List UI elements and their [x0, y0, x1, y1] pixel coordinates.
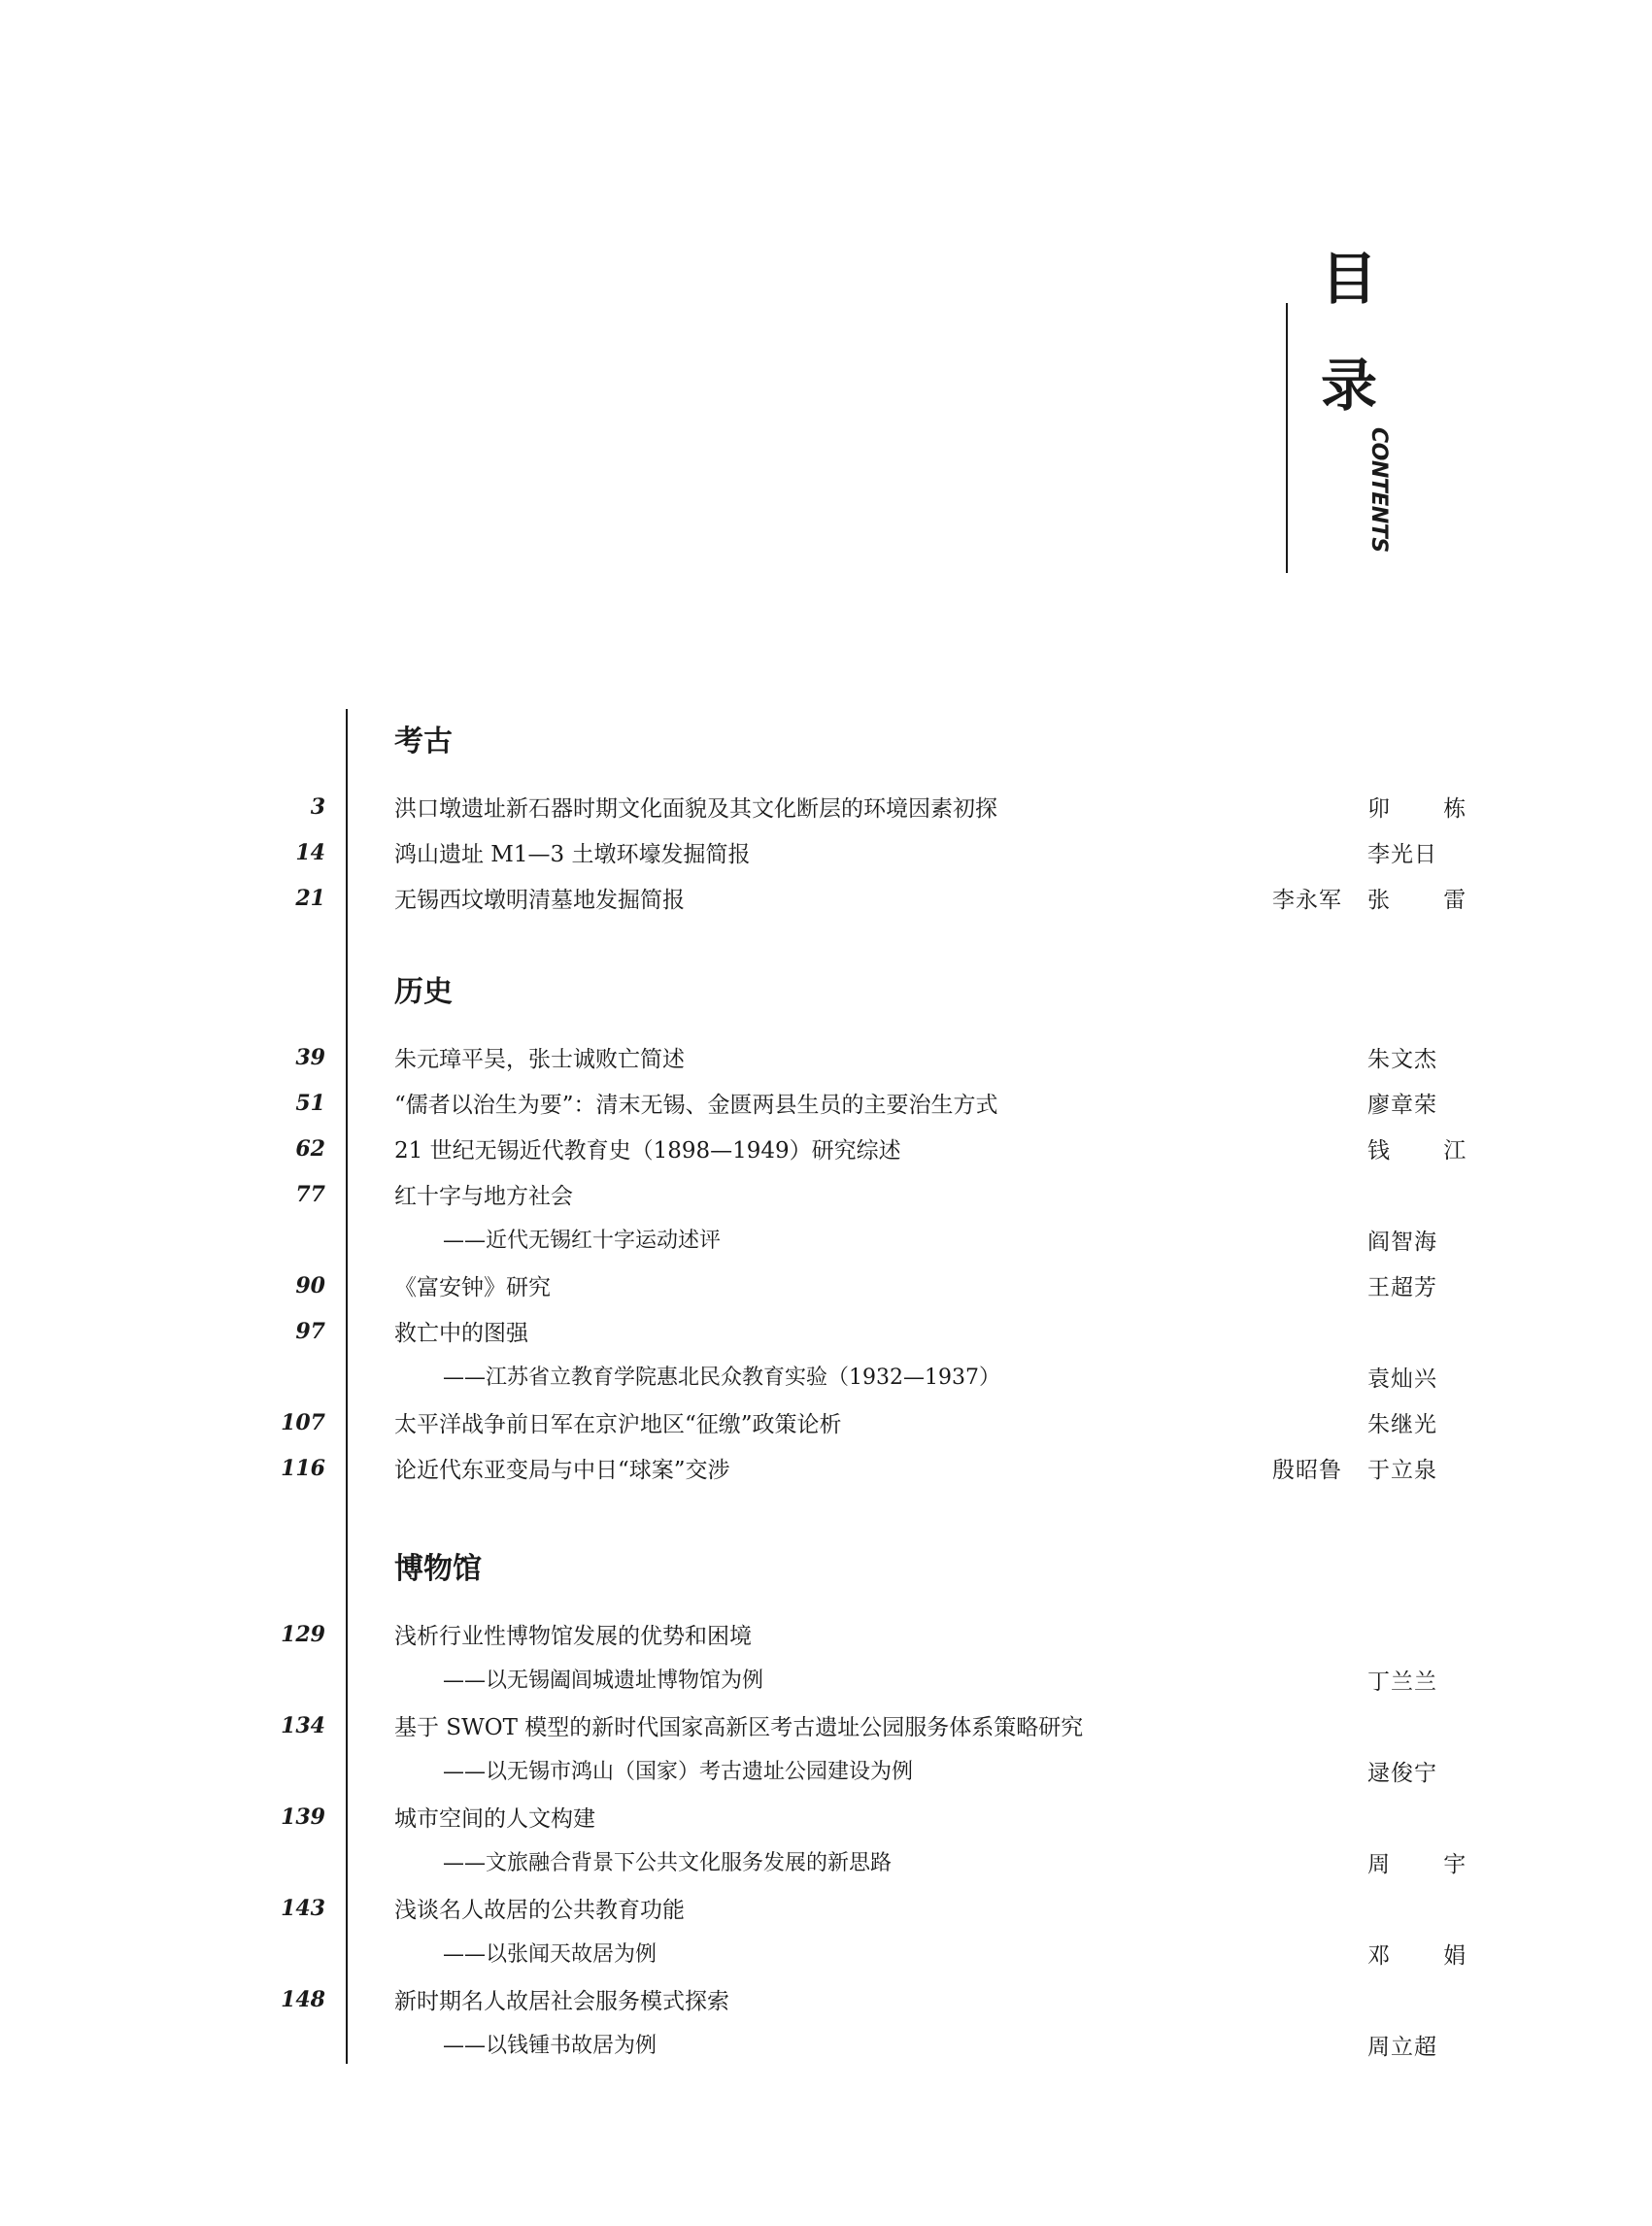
- page-number: 51: [295, 1091, 325, 1116]
- toc-entry[interactable]: [0, 787, 1652, 826]
- page-number: 148: [281, 1987, 325, 2012]
- toc-entry-subtitle-row: [0, 1751, 1652, 1790]
- entry-author: 廖章荣: [1367, 1093, 1437, 1118]
- entry-title: 21 世纪无锡近代教育史（1898—1949）研究综述: [394, 1138, 901, 1164]
- page-number: 97: [295, 1319, 325, 1344]
- entry-author: 丁兰兰: [1367, 1670, 1437, 1695]
- toc-entry[interactable]: [0, 1448, 1652, 1487]
- contents-heading: [1272, 243, 1399, 573]
- entry-title: 红十字与地方社会: [394, 1184, 573, 1209]
- page-number: 77: [295, 1182, 325, 1207]
- page-number: 134: [281, 1713, 325, 1738]
- toc-entry[interactable]: [0, 1614, 1652, 1653]
- entry-title: 救亡中的图强: [394, 1321, 528, 1346]
- page-number: 39: [295, 1045, 325, 1070]
- heading-rule: [1286, 303, 1288, 573]
- entry-title: 基于 SWOT 模型的新时代国家高新区考古遗址公园服务体系策略研究: [394, 1715, 1084, 1740]
- toc-entry-subtitle-row: [0, 1220, 1652, 1259]
- entry-subtitle: ——以无锡阖闾城遗址博物馆为例: [443, 1669, 764, 1693]
- page-number: 139: [281, 1804, 325, 1830]
- entry-author: 朱继光: [1367, 1412, 1437, 1437]
- entry-subtitle: ——以钱锺书故居为例: [443, 2034, 657, 2058]
- entry-title: 《富安钟》研究: [394, 1275, 551, 1300]
- entry-title: 无锡西坟墩明清墓地发掘简报: [394, 888, 685, 913]
- entry-title: 浅析行业性博物馆发展的优势和困境: [394, 1624, 752, 1649]
- entry-title: 太平洋战争前日军在京沪地区“征缴”政策论析: [394, 1412, 842, 1437]
- entry-title: 洪口墩遗址新石器时期文化面貌及其文化断层的环境因素初探: [394, 796, 997, 822]
- toc-entry[interactable]: [0, 1265, 1652, 1304]
- entry-title: 鸿山遗址 M1—3 土墩环壕发掘简报: [394, 842, 751, 867]
- page-number: 21: [295, 886, 325, 911]
- entry-title: 新时期名人故居社会服务模式探索: [394, 1989, 729, 2014]
- heading-char-2: 录: [1321, 353, 1378, 419]
- toc-entry[interactable]: [0, 1174, 1652, 1213]
- entry-subtitle: ——文旅融合背景下公共文化服务发展的新思路: [443, 1851, 893, 1875]
- toc-entry-subtitle-row: [0, 1842, 1652, 1881]
- page-number: 90: [295, 1273, 325, 1298]
- entry-author: 周立超: [1367, 2035, 1437, 2060]
- entry-author: 于立泉: [1367, 1458, 1437, 1483]
- page-number: 14: [295, 840, 325, 865]
- toc-entry[interactable]: [0, 1402, 1652, 1441]
- entry-subtitle: ——以张闻天故居为例: [443, 1942, 657, 1967]
- toc-entry-subtitle-row: [0, 1934, 1652, 1973]
- section-title: 历史: [394, 975, 453, 1009]
- toc-entry-subtitle-row: [0, 1660, 1652, 1699]
- entry-author: 王超芳: [1367, 1275, 1437, 1300]
- entry-author: 卯 栋: [1367, 796, 1490, 822]
- page-number: 107: [281, 1410, 325, 1435]
- toc-entry[interactable]: [0, 1037, 1652, 1076]
- toc-entry[interactable]: [0, 1705, 1652, 1744]
- entry-author: 钱 江: [1367, 1138, 1490, 1164]
- toc-entry[interactable]: [0, 1311, 1652, 1350]
- toc-entry-subtitle-row: [0, 2025, 1652, 2064]
- toc-entry[interactable]: [0, 1129, 1652, 1167]
- entry-title: 论近代东亚变局与中日“球案”交涉: [394, 1458, 730, 1483]
- toc-entry-subtitle-row: [0, 1357, 1652, 1396]
- toc-entry[interactable]: [0, 1083, 1652, 1122]
- toc-entry[interactable]: [0, 1979, 1652, 2018]
- entry-author: 逯俊宁: [1367, 1761, 1437, 1786]
- entry-author: 朱文杰: [1367, 1047, 1437, 1072]
- entry-subtitle: ——以无锡市鸿山（国家）考古遗址公园建设为例: [443, 1760, 914, 1784]
- entry-coauthor: 殷昭鲁: [1272, 1458, 1342, 1483]
- section-title: 博物馆: [394, 1552, 482, 1586]
- toc-entry[interactable]: [0, 878, 1652, 917]
- entry-title: 浅谈名人故居的公共教育功能: [394, 1898, 685, 1923]
- toc-entry[interactable]: [0, 1888, 1652, 1927]
- page-number: 116: [281, 1456, 325, 1481]
- entry-title: 城市空间的人文构建: [394, 1806, 595, 1832]
- entry-subtitle: ——江苏省立教育学院惠北民众教育实验（1932—1937）: [443, 1366, 1000, 1390]
- entry-subtitle: ——近代无锡红十字运动述评: [443, 1229, 722, 1253]
- page-number: 3: [310, 794, 325, 820]
- entry-title: 朱元璋平吴，张士诚败亡简述: [394, 1047, 685, 1072]
- entry-author: 张 雷: [1367, 888, 1490, 913]
- heading-english: CONTENTS: [1366, 427, 1391, 553]
- entry-author: 李光日: [1367, 842, 1437, 867]
- toc-entry[interactable]: [0, 832, 1652, 871]
- section-title: 考古: [394, 725, 453, 759]
- entry-title: “儒者以治生为要”：清末无锡、金匮两县生员的主要治生方式: [394, 1093, 998, 1118]
- entry-author: 邓 娟: [1367, 1943, 1490, 1969]
- heading-char-1: 目: [1321, 246, 1378, 312]
- page-number: 143: [281, 1896, 325, 1921]
- entry-author: 袁灿兴: [1367, 1366, 1437, 1392]
- toc-entry[interactable]: [0, 1797, 1652, 1836]
- entry-author: 阎智海: [1367, 1230, 1437, 1255]
- entry-coauthor: 李永军: [1272, 888, 1342, 913]
- entry-author: 周 宇: [1367, 1852, 1490, 1877]
- page-number: 62: [295, 1136, 325, 1162]
- page-number: 129: [281, 1622, 325, 1647]
